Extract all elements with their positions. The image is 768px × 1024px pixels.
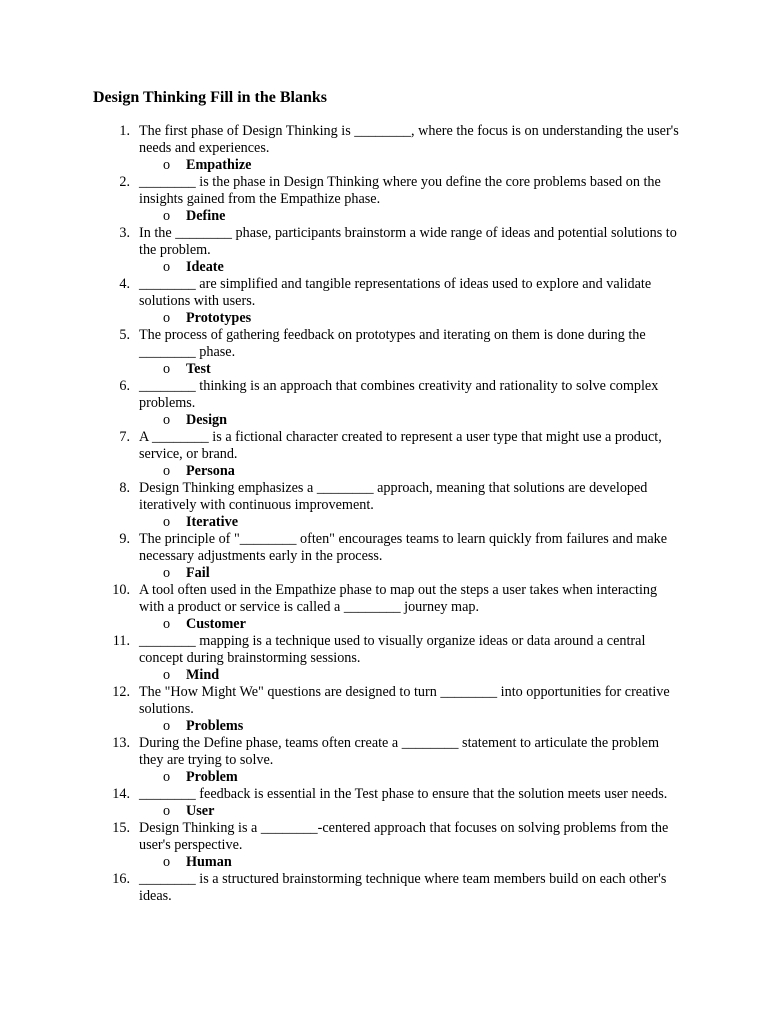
question-number: 14. xyxy=(112,786,130,802)
answer-line xyxy=(163,157,768,174)
answer-text: Human xyxy=(186,854,232,870)
question-number: 1. xyxy=(119,123,130,139)
answer-line xyxy=(163,854,768,871)
question-text: ________ feedback is essential in the Test phase to ensure that the solution meets user needs. xyxy=(139,786,668,802)
question-text: The principle of "________ often" encourages teams to learn quickly from failures and make necessary adjustments early in the process. xyxy=(139,531,668,564)
question-item xyxy=(0,429,768,480)
answer-line xyxy=(163,514,768,531)
answer-text: Problems xyxy=(186,718,244,734)
hollow-bullet-icon: o xyxy=(163,803,171,819)
question-number: 12. xyxy=(112,684,130,700)
hollow-bullet-icon: o xyxy=(163,854,171,870)
question-item xyxy=(0,174,768,225)
answer-text: Iterative xyxy=(186,514,238,530)
answer-text: Persona xyxy=(186,463,235,479)
hollow-bullet-icon: o xyxy=(163,616,171,632)
question-item xyxy=(0,820,768,871)
question-text: ________ thinking is an approach that combines creativity and rationality to solve complex problems. xyxy=(139,378,659,411)
answer-line xyxy=(163,412,768,429)
hollow-bullet-icon: o xyxy=(163,412,171,428)
hollow-bullet-icon: o xyxy=(163,514,171,530)
hollow-bullet-icon: o xyxy=(163,259,171,275)
question-item xyxy=(0,276,768,327)
answer-text: Customer xyxy=(186,616,246,632)
question-number: 2. xyxy=(119,174,130,190)
question-text: The process of gathering feedback on prototypes and iterating on them is done during the ________ phase. xyxy=(139,327,646,360)
question-item xyxy=(0,582,768,633)
answer-line xyxy=(163,259,768,276)
answer-line xyxy=(163,565,768,582)
question-number: 13. xyxy=(112,735,130,751)
question-item xyxy=(0,633,768,684)
question-item xyxy=(0,480,768,531)
question-text: The first phase of Design Thinking is ________, where the focus is on understanding the user's needs and experiences. xyxy=(139,123,679,156)
question-item xyxy=(0,684,768,735)
page-title: Design Thinking Fill in the Blanks xyxy=(93,89,328,106)
question-item xyxy=(0,123,768,174)
answer-text: Mind xyxy=(186,667,220,683)
question-item xyxy=(0,225,768,276)
answer-text: User xyxy=(186,803,215,819)
question-text: ________ mapping is a technique used to visually organize ideas or data around a central concept during brainstorming sessions. xyxy=(139,633,646,666)
hollow-bullet-icon: o xyxy=(163,157,171,173)
hollow-bullet-icon: o xyxy=(163,310,171,326)
question-number: 5. xyxy=(119,327,130,343)
answer-text: Prototypes xyxy=(186,310,252,326)
answer-text: Ideate xyxy=(186,259,224,275)
question-item xyxy=(0,786,768,820)
answer-line xyxy=(163,667,768,684)
answer-line xyxy=(163,718,768,735)
hollow-bullet-icon: o xyxy=(163,667,171,683)
question-item xyxy=(0,735,768,786)
answer-text: Define xyxy=(186,208,226,224)
question-text: The "How Might We" questions are designed to turn ________ into opportunities for creative solutions. xyxy=(139,684,670,717)
question-text: ________ is the phase in Design Thinking where you define the core problems based on the insights gained from the Empathize phase. xyxy=(139,174,661,207)
question-text: Design Thinking emphasizes a ________ approach, meaning that solutions are developed iteratively with continuous improvement. xyxy=(139,480,648,513)
question-list xyxy=(0,123,768,905)
question-text: ________ are simplified and tangible representations of ideas used to explore and validate solutions with users. xyxy=(139,276,652,309)
question-text: Design Thinking is a ________-centered approach that focuses on solving problems from the user's perspective. xyxy=(139,820,669,853)
question-number: 16. xyxy=(112,871,130,887)
hollow-bullet-icon: o xyxy=(163,208,171,224)
answer-line xyxy=(163,616,768,633)
hollow-bullet-icon: o xyxy=(163,463,171,479)
question-text: During the Define phase, teams often create a ________ statement to articulate the problem they are trying to solve. xyxy=(139,735,660,768)
answer-line xyxy=(163,769,768,786)
hollow-bullet-icon: o xyxy=(163,769,171,785)
question-item xyxy=(0,531,768,582)
question-number: 3. xyxy=(119,225,130,241)
question-number: 8. xyxy=(119,480,130,496)
question-number: 9. xyxy=(119,531,130,547)
answer-text: Empathize xyxy=(186,157,252,173)
answer-line xyxy=(163,463,768,480)
answer-line xyxy=(163,361,768,378)
answer-text: Problem xyxy=(186,769,238,785)
question-number: 10. xyxy=(112,582,130,598)
answer-text: Fail xyxy=(186,565,210,581)
answer-line xyxy=(163,310,768,327)
hollow-bullet-icon: o xyxy=(163,565,171,581)
question-text: ________ is a structured brainstorming technique where team members build on each other's ideas. xyxy=(139,871,667,904)
question-number: 15. xyxy=(112,820,130,836)
answer-line xyxy=(163,208,768,225)
answer-text: Design xyxy=(186,412,227,428)
question-number: 6. xyxy=(119,378,130,394)
question-number: 4. xyxy=(119,276,130,292)
hollow-bullet-icon: o xyxy=(163,361,171,377)
question-item xyxy=(0,871,768,905)
answer-line xyxy=(163,803,768,820)
question-text: In the ________ phase, participants brainstorm a wide range of ideas and potential solutions to the problem. xyxy=(139,225,677,258)
question-item xyxy=(0,327,768,378)
answer-text: Test xyxy=(186,361,211,377)
question-number: 7. xyxy=(119,429,130,445)
question-item xyxy=(0,378,768,429)
question-number: 11. xyxy=(112,633,130,649)
question-text: A ________ is a fictional character created to represent a user type that might use a product, service, or brand. xyxy=(139,429,662,462)
hollow-bullet-icon: o xyxy=(163,718,171,734)
question-text: A tool often used in the Empathize phase to map out the steps a user takes when interacting with a product or service is called a ________ journey map. xyxy=(139,582,658,615)
